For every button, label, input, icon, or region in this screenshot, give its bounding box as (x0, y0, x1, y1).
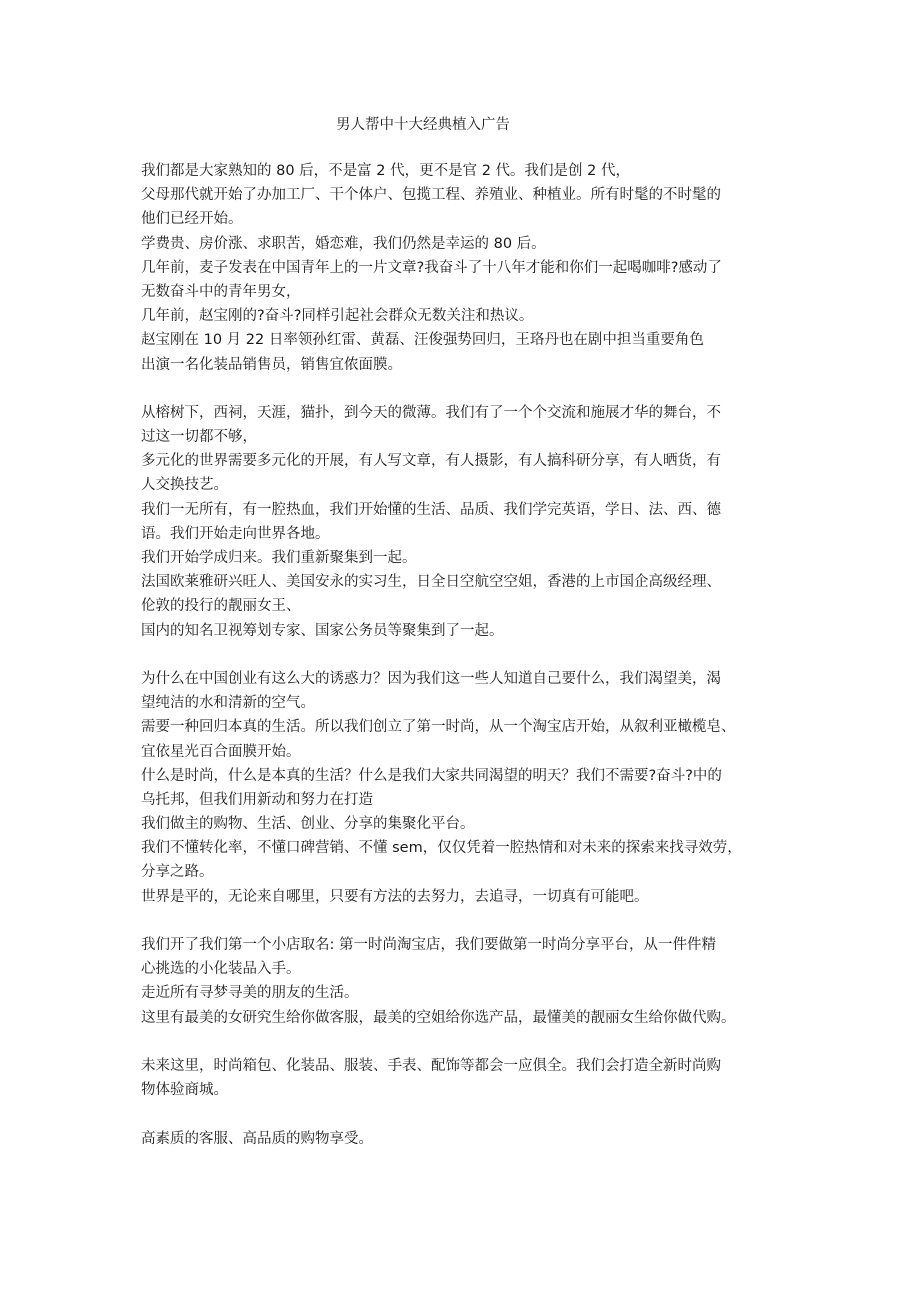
text-line: 什么是时尚，什么是本真的生活？什么是我们大家共同渴望的明天？我们不需要?奋斗?中的 (141, 767, 722, 784)
text-line: 无数奋斗中的青年男女， (141, 283, 301, 300)
text-line: 人交换技艺。 (141, 477, 228, 494)
text-line: 我们做主的购物、生活、创业、分享的集聚化平台。 (141, 816, 475, 833)
text-line: 伦敦的投行的靓丽女王、 (141, 598, 301, 615)
text-line: 分享之路。 (141, 864, 214, 881)
text-line: 为什么在中国创业有这么大的诱惑力？因为我们这一些人知道自己要什么，我们渴望美，渴 (141, 670, 721, 687)
text-line: 未来这里，时尚箱包、化装品、服装、手表、配饰等都会一应俱全。我们会打造全新时尚购 (141, 1057, 721, 1074)
paragraph (141, 933, 789, 1030)
paragraph (141, 1054, 789, 1102)
text-line: 多元化的世界需要多元化的开展，有人写文章，有人摄影，有人搞科研分享，有人晒货，有 (141, 453, 721, 470)
text-line: 学费贵、房价涨、求职苦，婚恋难，我们仍然是幸运的 80 后。 (141, 235, 546, 252)
text-line: 宜依星光百合面膜开始。 (141, 743, 301, 760)
paragraph-gap (141, 1030, 789, 1054)
text-line: 过这一切都不够， (141, 429, 257, 446)
text-line: 他们已经开始。 (141, 211, 243, 228)
text-line: 我们都是大家熟知的 80 后，不是富 2 代，更不是官 2 代。我们是创 2 代， (141, 163, 630, 179)
text-line: 几年前，赵宝刚的?奋斗?同样引起社会群众无数关注和热议。 (141, 308, 534, 325)
text-line: 我们开始学成归来。我们重新聚集到一起。 (141, 550, 417, 566)
text-line: 法国欧莱雅研兴旺人、美国安永的实习生，日全日空航空空姐，香港的上市国企高级经理、 (141, 574, 721, 591)
text-line: 需要一种回归本真的生活。所以我们创立了第一时尚，从一个淘宝店开始，从叙利亚橄榄皂、 (141, 719, 736, 736)
paragraph (141, 401, 789, 643)
text-line: 物体验商城。 (141, 1082, 228, 1099)
text-line: 高素质的客服、高品质的购物享受。 (141, 1130, 373, 1147)
paragraph-gap (141, 643, 789, 667)
paragraph-gap (141, 909, 789, 933)
text-line: 走近所有寻梦寻美的朋友的生活。 (141, 985, 359, 1002)
paragraph-gap (141, 377, 789, 401)
text-line: 这里有最美的女研究生给你做客服，最美的空姐给你选产品，最懂美的靓丽女生给你做代购。 (141, 1009, 736, 1026)
text-line: 我们开了我们第一个小店取名: 第一时尚淘宝店，我们要做第一时尚分享平台，从一件件精 (141, 937, 716, 953)
text-line: 世界是平的，无论来自哪里，只要有方法的去努力，去追寻，一切真有可能吧。 (141, 888, 649, 905)
text-line: 望纯洁的水和清新的空气。 (141, 695, 315, 712)
text-line: 语。我们开始走向世界各地。 (141, 525, 330, 542)
text-line: 乌托邦，但我们用新动和努力在打造 (141, 791, 373, 808)
text-line: 我们一无所有，有一腔热血，我们开始懂的生活、品质、我们学完英语，学日、法、西、德 (141, 501, 721, 518)
text-line: 赵宝刚在 10 月 22 日率领孙红雷、黄磊、汪俊强势回归，王珞丹也在剧中担当重要角色 (141, 332, 704, 349)
text-line: 父母那代就开始了办加工厂、干个体户、包揽工程、养殖业、种植业。所有时髦的不时髦的 (141, 187, 721, 204)
document-title: 男人帮中十大经典植入广告 (336, 117, 510, 133)
text-line: 从榕树下，西祠，天涯，猫扑，到今天的微薄。我们有了一个个交流和施展才华的舞台，不 (141, 404, 721, 421)
paragraph-gap (141, 1102, 789, 1126)
document-body (141, 159, 789, 1151)
paragraph (141, 667, 789, 909)
text-line: 我们不懂转化率，不懂口碑营销、不懂 sem，仅仅凭着一腔热情和对未来的探索来找寻效劳， (141, 840, 742, 857)
text-line: 国内的知名卫视筹划专家、国家公务员等聚集到了一起。 (141, 622, 504, 639)
paragraph (141, 159, 789, 377)
paragraph (141, 1127, 789, 1151)
text-line: 心挑选的小化装品入手。 (141, 961, 301, 978)
text-line: 出演一名化装品销售员，销售宜侬面膜。 (141, 356, 402, 373)
text-line: 几年前，麦子发表在中国青年上的一片文章?我奋斗了十八年才能和你们一起喝咖啡?感动了 (141, 259, 722, 276)
